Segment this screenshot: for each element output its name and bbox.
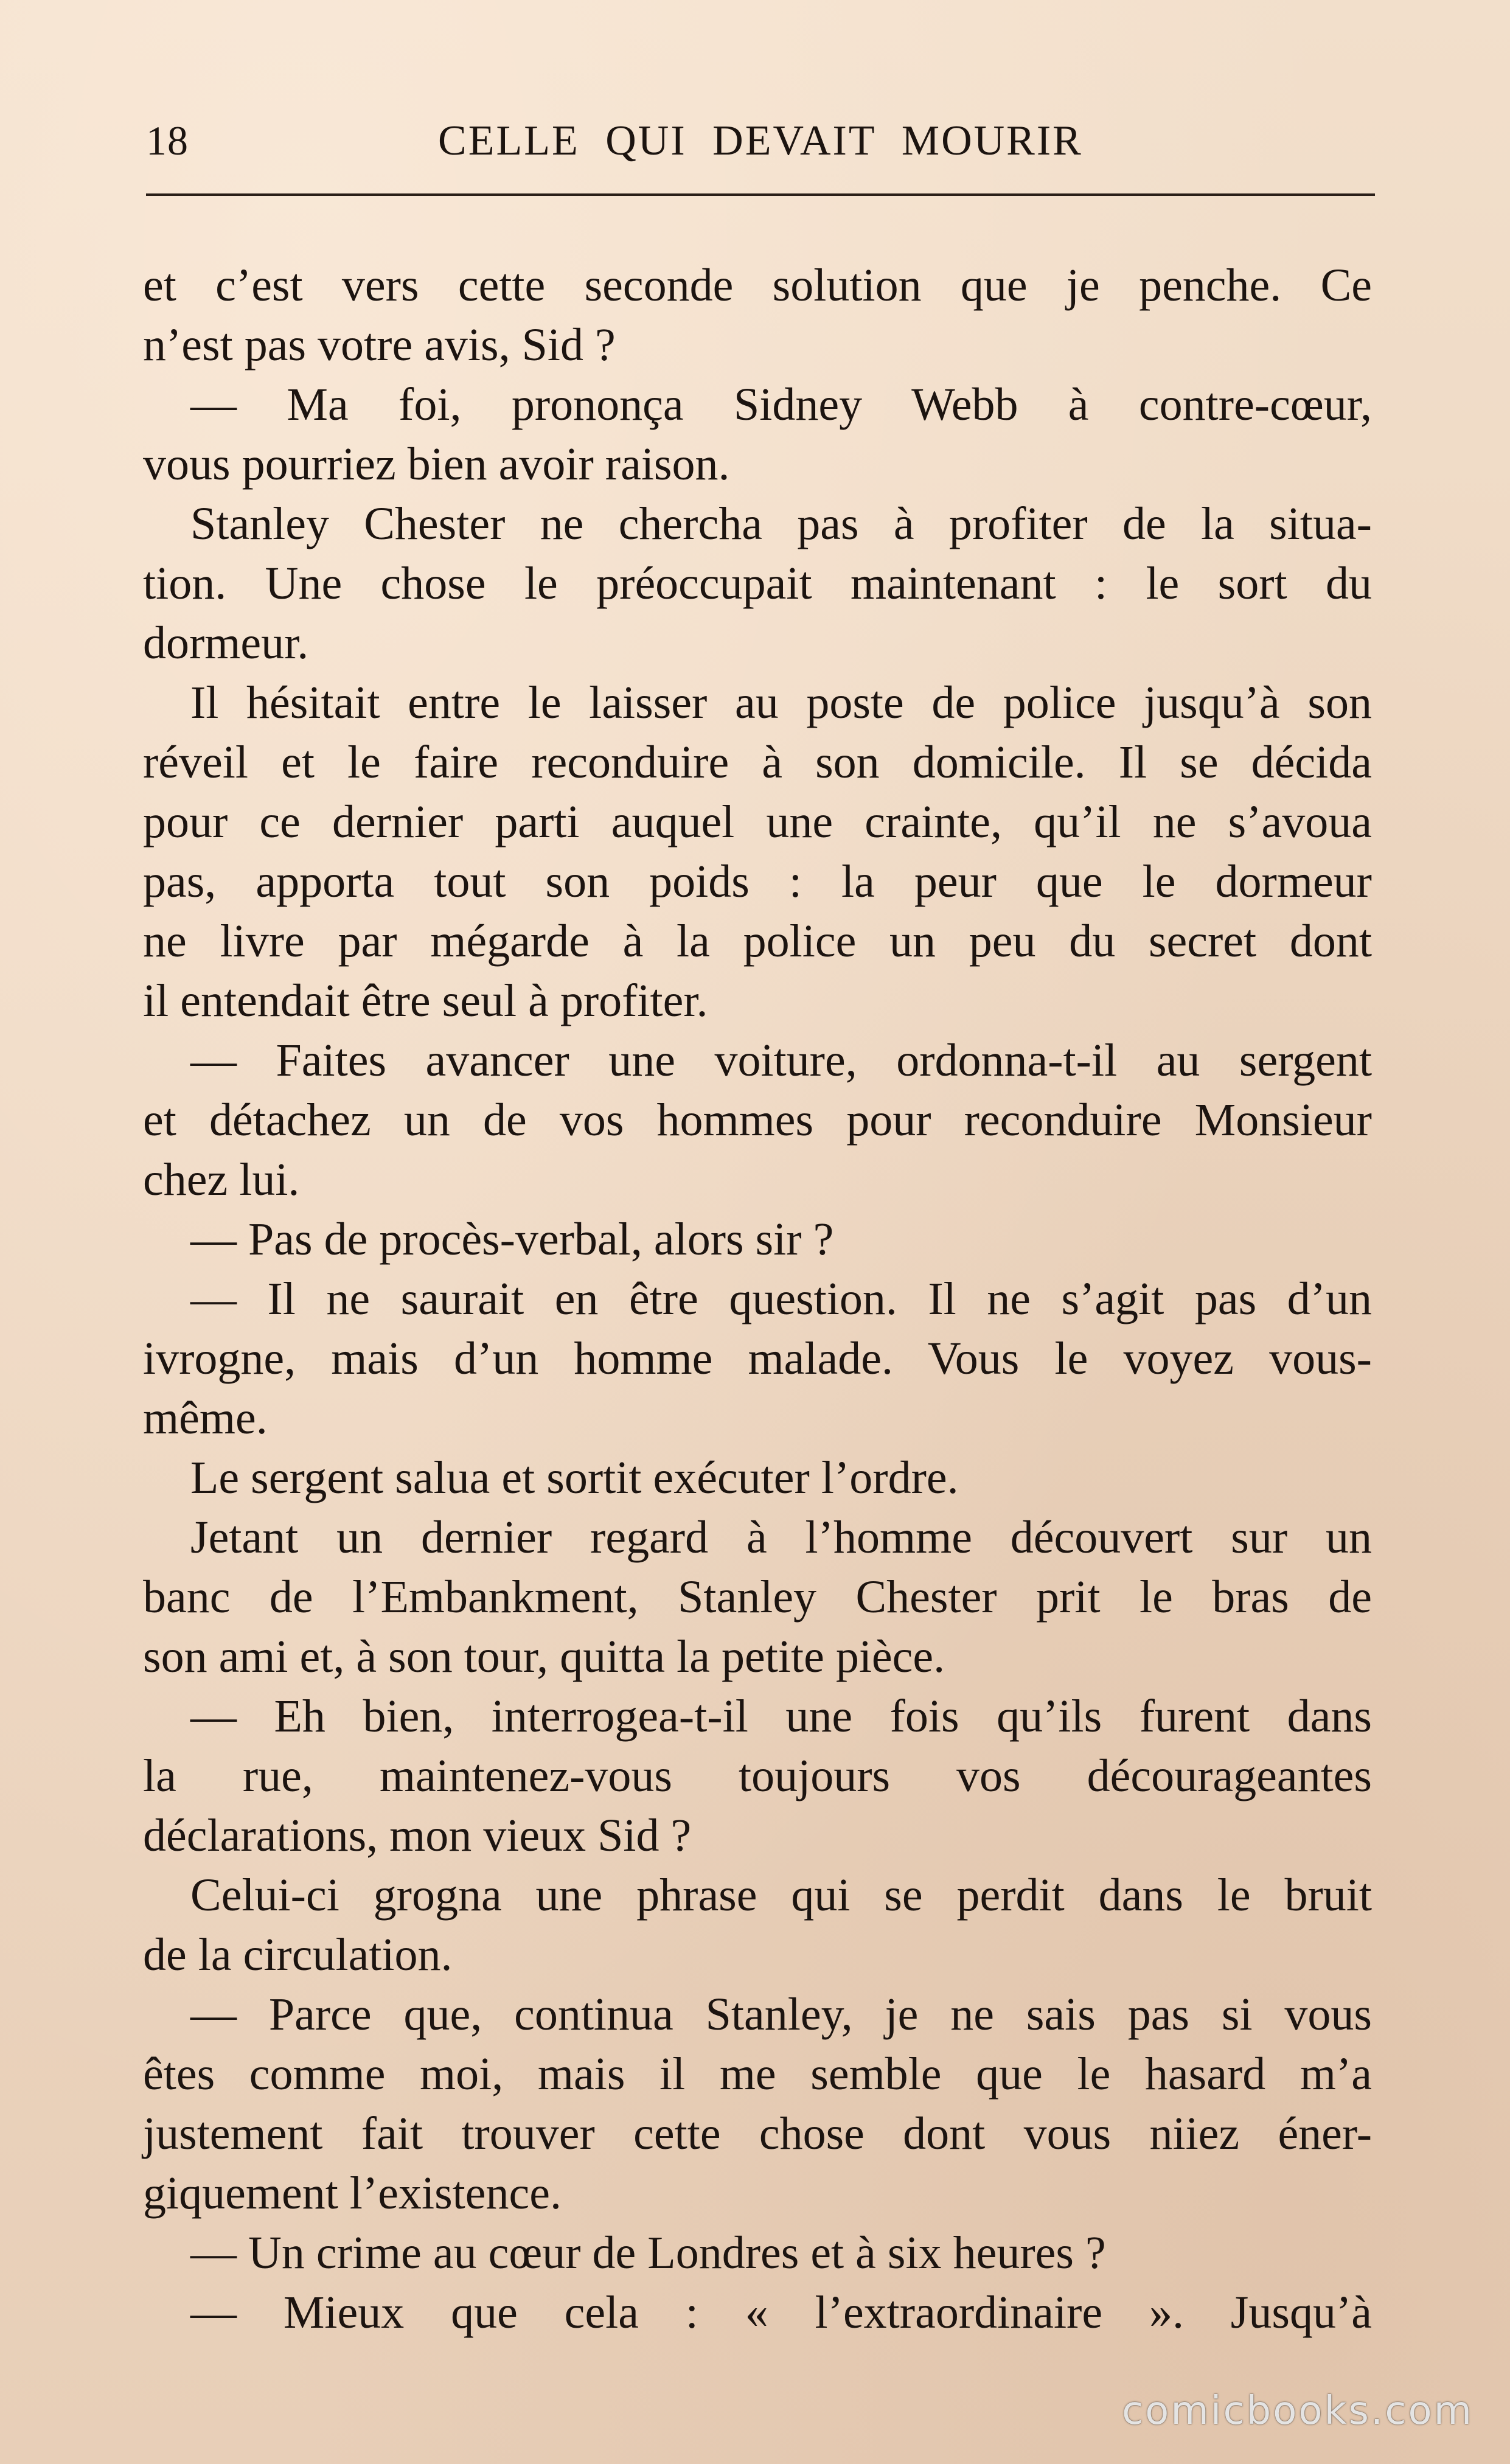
text-line: Le sergent salua et sortit exécuter l’ordre. [190,1452,959,1503]
text-line: et détachez un de vos hommes pour reconduire Monsieur [143,1095,1372,1146]
text-line: et c’est vers cette seconde solution que je penche. Ce [143,260,1372,311]
text-line: il entendait être seul à profiter. [143,975,708,1026]
text-line: — Eh bien, interrogea-t-il une fois qu’ils furent dans [190,1691,1372,1742]
text-line: — Faites avancer une voiture, ordonna-t-il au sergent [190,1035,1372,1086]
text-line: Jetant un dernier regard à l’homme découvert sur un [190,1512,1372,1563]
body-text [143,256,1372,2342]
text-line: chez lui. [143,1154,300,1205]
text-line: — Pas de procès-verbal, alors sir ? [190,1214,834,1265]
page-number: 18 [146,117,189,164]
header-rule [146,193,1375,196]
text-line: de la circulation. [143,1929,453,1980]
text-line: Il hésitait entre le laisser au poste de police jusqu’à son [190,677,1372,728]
text-line: n’est pas votre avis, Sid ? [143,319,616,371]
text-line: ne livre par mégarde à la police un peu du secret dont [143,916,1372,967]
page-header [146,110,1375,176]
running-title: CELLE QUI DEVAIT MOURIR [438,117,1083,164]
text-line: ivrogne, mais d’un homme malade. Vous le voyez vous- [143,1333,1372,1384]
text-line: — Mieux que cela : « l’extraordinaire ». Jusqu’à [190,2287,1372,2338]
text-line: — Il ne saurait en être question. Il ne s’agit pas d’un [190,1273,1372,1324]
text-line: banc de l’Embankment, Stanley Chester prit le bras de [143,1571,1372,1623]
text-line: giquement l’existence. [143,2168,562,2219]
text-line: — Ma foi, prononça Sidney Webb à contre-cœur, [190,379,1372,430]
text-line: êtes comme moi, mais il me semble que le hasard m’a [143,2048,1372,2100]
text-line: — Parce que, continua Stanley, je ne sais pas si vous [190,1989,1372,2040]
text-line: dormeur. [143,618,309,669]
text-line: Stanley Chester ne chercha pas à profiter de la situa- [190,498,1372,549]
text-line: déclarations, mon vieux Sid ? [143,1810,692,1861]
watermark: comicbooks.com [1121,2389,1473,2434]
text-line: pour ce dernier parti auquel une crainte, qu’il ne s’avoua [143,796,1372,847]
text-line: tion. Une chose le préoccupait maintenant : le sort du [143,558,1372,609]
text-line: Celui-ci grogna une phrase qui se perdit dans le bruit [190,1870,1372,1921]
text-line: — Un crime au cœur de Londres et à six heures ? [190,2227,1106,2278]
text-line: justement fait trouver cette chose dont vous niiez éner- [143,2108,1372,2159]
text-line: pas, apporta tout son poids : la peur que le dormeur [143,856,1372,907]
text-line: réveil et le faire reconduire à son domicile. Il se décida [143,737,1372,788]
text-line: son ami et, à son tour, quitta la petite pièce. [143,1631,945,1682]
text-line: la rue, maintenez-vous toujours vos décourageantes [143,1750,1372,1801]
text-line: même. [143,1393,268,1444]
text-line: vous pourriez bien avoir raison. [143,439,730,490]
